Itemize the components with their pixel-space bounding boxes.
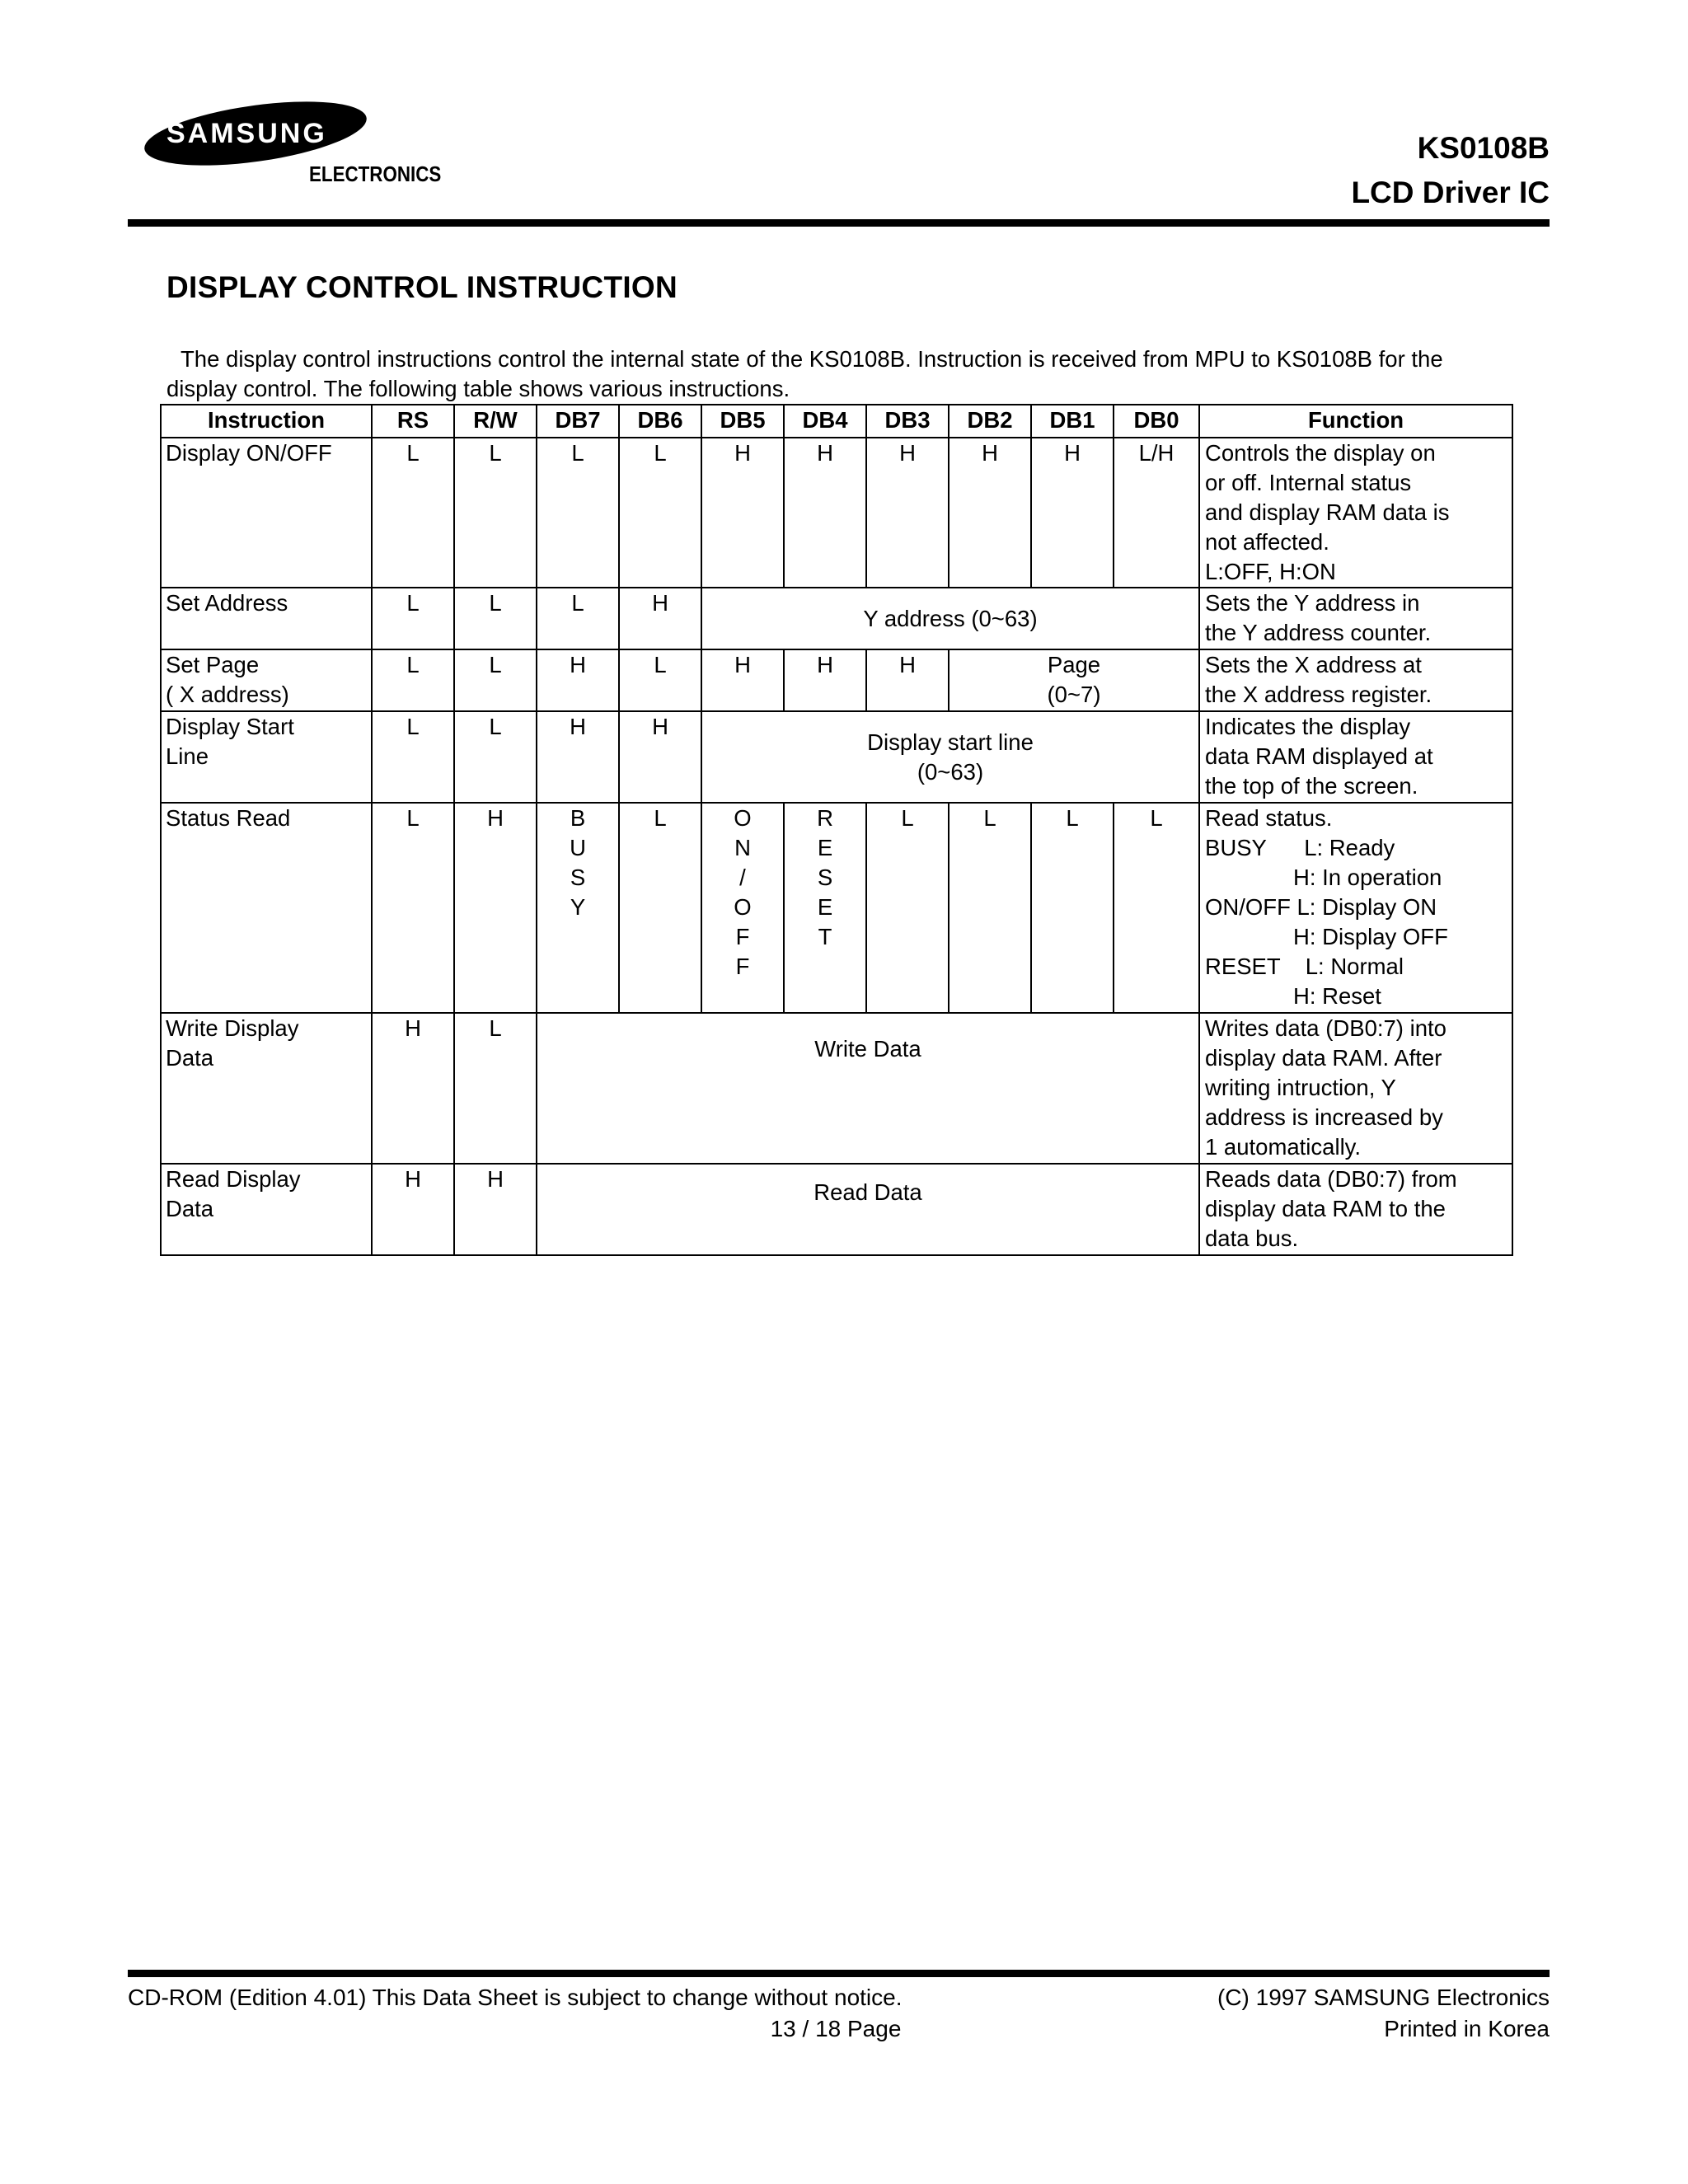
bit-cell: L [372,588,454,649]
bit-cell: L [454,711,537,803]
vertical-letter: B [570,805,586,831]
function-line: not affected. [1205,529,1329,555]
instruction-line: Set Page [166,652,260,677]
instruction-cell [161,1013,372,1164]
bit-cell: L [619,649,701,711]
function-line: the top of the screen. [1205,773,1418,799]
footer-divider [128,1970,1550,1977]
function-cell [1199,803,1512,1013]
function-line: H: Display OFF [1205,924,1448,949]
function-cell [1199,649,1512,711]
instruction-cell: Status Read [161,803,372,1013]
vertical-letter: F [735,924,750,949]
logo-brand-text: SAMSUNG [166,118,327,149]
header-cell: DB2 [949,405,1031,438]
bit-cell: L [454,588,537,649]
intro-line: display control. The following table shows various instructions. [166,376,790,401]
bit-cell: L [372,438,454,588]
page-span-line: (0~7) [1047,682,1101,707]
vertical-letter: / [739,865,746,890]
bit-cell: H [866,649,949,711]
footer-printed: Printed in Korea [1384,2016,1550,2041]
section-title: DISPLAY CONTROL INSTRUCTION [166,270,678,304]
bit-cell: L [454,1013,537,1164]
vertical-letter: E [817,835,833,860]
table-header-row [161,405,1512,438]
instruction-cell: Set Address [161,588,372,649]
bit-cell: L [372,649,454,711]
function-line: Sets the Y address in [1205,590,1420,616]
write-data-span: Write Data [537,1013,1199,1164]
header-cell: RS [372,405,454,438]
function-line: display data RAM. After [1205,1045,1442,1071]
instruction-cell: Display ON/OFF [161,438,372,588]
vertical-letter: R [817,805,833,831]
header-cell: DB6 [619,405,701,438]
samsung-logo [132,97,445,188]
bit-cell: L [454,438,537,588]
function-line: the X address register. [1205,682,1432,707]
bit-cell: L [619,438,701,588]
function-cell [1199,1013,1512,1164]
instruction-line: ( X address) [166,682,289,707]
function-line: Indicates the display [1205,714,1411,739]
bit-cell: H [701,649,784,711]
function-line: and display RAM data is [1205,499,1450,525]
bit-cell: H [619,588,701,649]
bit-cell: H [949,438,1031,588]
start-line-span-line: Display start line [867,729,1034,755]
function-line: Controls the display on [1205,440,1436,466]
bit-cell: H [372,1164,454,1255]
table-row [161,588,1512,649]
vertical-letter: N [734,835,751,860]
bit-cell: H [454,803,537,1013]
logo-subtitle: ELECTRONICS [309,162,442,186]
start-line-span-line: (0~63) [917,758,984,785]
function-line: 1 automatically. [1205,1134,1362,1160]
header-divider [128,219,1550,227]
instruction-line: Data [166,1196,214,1221]
function-line: Reads data (DB0:7) from [1205,1166,1457,1192]
bit-cell: L [1031,803,1114,1013]
function-cell [1199,438,1512,588]
bit-cell: L [1114,803,1199,1013]
table-row [161,803,1512,1013]
function-line: address is increased by [1205,1104,1443,1130]
function-line: or off. Internal status [1205,470,1412,495]
vertical-letter: O [734,894,752,920]
start-line-span [701,711,1199,803]
bit-cell: H [619,711,701,803]
bit-cell: L [454,649,537,711]
instruction-cell [161,649,372,711]
part-description: LCD Driver IC [1351,176,1550,209]
page-number-text: 13 / 18 Page [770,2016,902,2041]
bit-cell: H [454,1164,537,1255]
function-line: Read status. [1205,805,1333,831]
bit-cell: L [537,438,619,588]
y-address-span: Y address (0~63) [701,588,1199,649]
function-line: RESET L: Normal [1205,954,1404,979]
bit-cell: H [784,649,866,711]
vertical-letter: T [818,924,832,949]
footer-right [1217,1982,1550,2045]
function-cell [1199,588,1512,649]
table-row [161,711,1512,803]
instruction-line: Write Display [166,1015,299,1041]
vertical-letter: S [817,865,833,890]
function-line: H: Reset [1205,983,1381,1009]
function-line: Writes data (DB0:7) into [1205,1015,1447,1041]
bit-cell: L [372,803,454,1013]
bit-cell: H [866,438,949,588]
vertical-letter: F [735,954,750,979]
part-number: KS0108B [1417,131,1550,165]
bit-cell: L [949,803,1031,1013]
bit-cell: H [701,438,784,588]
header-cell: Instruction [161,405,372,438]
header-cell: Function [1199,405,1512,438]
bit-cell: H [372,1013,454,1164]
bit-cell: L/H [1114,438,1199,588]
table-row [161,1164,1512,1255]
instruction-cell [161,711,372,803]
instruction-line: Data [166,1045,214,1071]
bit-cell: H [1031,438,1114,588]
function-line: ON/OFF L: Display ON [1205,894,1437,920]
instruction-line: Display Start [166,714,294,739]
function-line: L:OFF, H:ON [1205,559,1336,584]
function-line: data RAM displayed at [1205,743,1433,769]
header-cell: DB0 [1114,405,1199,438]
onoff-bit-cell [701,803,784,1013]
read-data-span: Read Data [537,1164,1199,1255]
function-line: writing intruction, Y [1205,1075,1396,1100]
footer-copyright: (C) 1997 SAMSUNG Electronics [1217,1985,1550,2010]
bit-cell: H [537,711,619,803]
instruction-line: Line [166,743,209,769]
document-title [1351,126,1550,215]
bit-cell: L [372,711,454,803]
vertical-letter: Y [570,894,586,920]
instruction-table [160,404,1513,1256]
busy-bit-cell [537,803,619,1013]
function-line: display data RAM to the [1205,1196,1446,1221]
table-row [161,438,1512,588]
header-cell: DB5 [701,405,784,438]
bit-cell: L [866,803,949,1013]
header-cell: DB3 [866,405,949,438]
function-cell [1199,1164,1512,1255]
function-line: data bus. [1205,1226,1299,1251]
header-cell: R/W [454,405,537,438]
vertical-letter: E [817,894,833,920]
footer-edition: CD-ROM (Edition 4.01) This Data Sheet is subject to change without notice. [128,1985,903,2010]
bit-cell: H [784,438,866,588]
vertical-letter: O [734,805,752,831]
instruction-cell [161,1164,372,1255]
header-cell: DB7 [537,405,619,438]
header-cell: DB4 [784,405,866,438]
function-cell [1199,711,1512,803]
instruction-line: Read Display [166,1166,301,1192]
vertical-letter: S [570,865,586,890]
function-line: the Y address counter. [1205,620,1432,645]
function-line: H: In operation [1205,865,1442,890]
intro-paragraph [166,344,1518,404]
reset-bit-cell [784,803,866,1013]
page-span [949,649,1199,711]
function-line: BUSY L: Ready [1205,835,1395,860]
table-row [161,649,1512,711]
header-cell: DB1 [1031,405,1114,438]
function-line: Sets the X address at [1205,652,1422,677]
vertical-letter: U [570,835,586,860]
bit-cell: L [537,588,619,649]
intro-line: The display control instructions control the internal state of the KS0108B. Instruction is received from MPU to KS0108B for the [181,346,1443,372]
bit-cell: L [619,803,701,1013]
page-span-line: Page [1047,652,1101,677]
bit-cell: H [537,649,619,711]
table-row [161,1013,1512,1164]
